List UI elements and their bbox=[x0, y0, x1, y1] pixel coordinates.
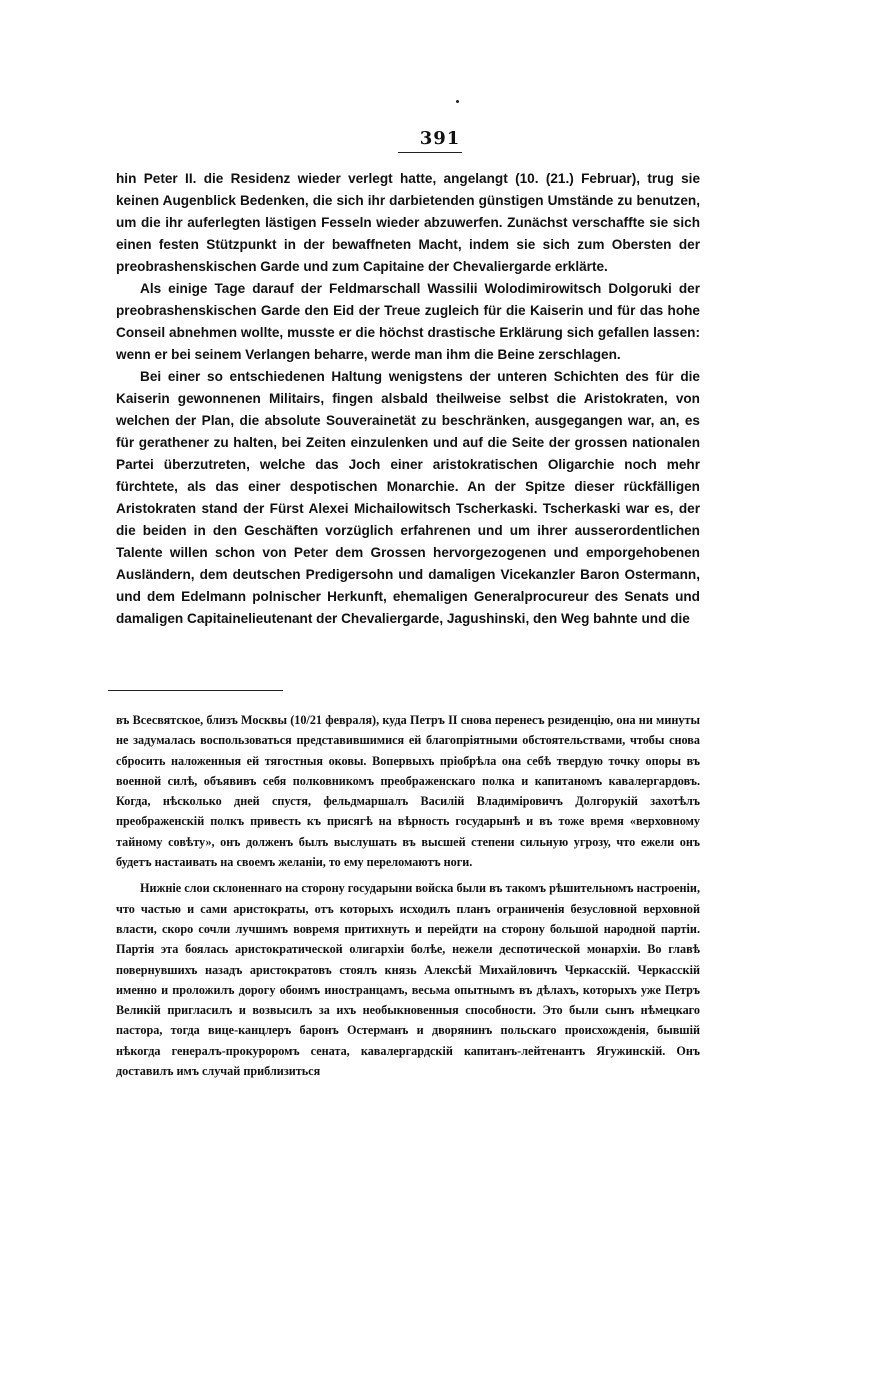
german-main-text bbox=[116, 168, 700, 630]
russian-paragraph-2: Нижніе слои склоненнаго на сторону государыни войска были въ такомъ рѣшительномъ настроеніи, что частью и сами аристократы, отъ которыхъ исходилъ планъ ограниченія безусловной верховной власти, скоро сочли лучшимъ вовремя притихнуть и перейдти на сторону большой народной партіи. Партія эта боялась аристократической олигархіи болѣе, нежели деспотической монархіи. Во главѣ повернувшихъ назадъ аристократовъ стоялъ князь Алексѣй Михайловичъ Черкасскій. Черкасскій именно и проложилъ дорогу обоимъ иностранцамъ, весьма опытнымъ въ дѣлахъ, которыхъ уже Петръ Великій пригласилъ и возвысилъ за ихъ необыкновенныя способности. Это были сынъ нѣмецкаго пастора, тогда вице-канцлеръ баронъ Остерманъ и дворянинъ польскаго происхожденія, бывшій нѣкогда генералъ-прокуроромъ сената, кавалергардскій капитанъ-лейтенантъ Ягужинскій. Онъ доставилъ имъ случай приблизиться bbox=[116, 881, 700, 1079]
footnote-divider bbox=[108, 690, 283, 691]
speck-mark bbox=[456, 100, 459, 103]
german-paragraph-3: Bei einer so entschiedenen Haltung wenigstens der unteren Schichten des für die Kaiserin gewonnenen Militairs, fingen alsbald theilweise selbst die Aristokraten, von welchen der Plan, die absolute Souverainetät zu beschränken, ausgegangen war, an, es für gerathener zu halten, bei Zeiten einzulenken und auf die Seite der grossen nationalen Partei überzutreten, welche das Joch einer aristokratischen Oligarchie noch mehr fürchtete, als das einer despotischen Monarchie. An der Spitze dieser rückfälligen Aristokraten stand der Fürst Alexei Michailowitsch Tscherkaski. Tscherkaski war es, der die beiden in den Geschäften vorzüglich erfahrenen und um ihrer ausserordentlichen Talente willen schon von Peter dem Grossen hervorgezogenen und emporgehobenen Ausländern, dem deutschen Predigersohn und damaligen Vicekanzler Baron Ostermann, und dem Edelmann polnischer Herkunft, ehemaligen Generalprocureur des Senats und damaligen Capitainelieutenant der Chevaliergarde, Jagushinski, den Weg bahnte und die bbox=[116, 369, 700, 626]
page-number: 391 bbox=[419, 128, 461, 149]
german-paragraph-2: Als einige Tage darauf der Feldmarschall Wassilii Wolodimirowitsch Dolgoruki der preobrashenskischen Garde den Eid der Treue zugleich für die Kaiserin und für das hohe Conseil abnehmen wollte, musste er die höchst drastische Erklärung sich gefallen lassen: wenn er bei seinem Verlangen beharre, werde man ihm die Beine zerschlagen. bbox=[116, 281, 700, 362]
header-rule bbox=[398, 152, 462, 153]
russian-paragraph-1: въ Всесвятское, близъ Москвы (10/21 февраля), куда Петръ II снова перенесъ резиденцію, она ни минуты не задумалась воспользоваться представившимися ей благопріятными обстоятельствами, чтобы снова сбросить наложенныя ей тягостныя оковы. Вопервыхъ пріобрѣла она себѣ твердую точку опоры въ военной силѣ, объявивъ себя полковникомъ преображенскаго полка и капитаномъ кавалергардовъ. Когда, нѣсколько дней спустя, фельдмаршалъ Василій Владиміровичъ Долгорукій захотѣлъ преображенскій полкъ привесть къ присягѣ на вѣрность государынѣ и въ тоже время «верховному тайному совѣту», онъ долженъ былъ выслушать въ высшей степени сильную угрозу, что ежели онъ будетъ настаивать на своемъ желаніи, то ему переломаютъ ноги. bbox=[116, 713, 700, 870]
german-paragraph-1: hin Peter II. die Residenz wieder verlegt hatte, angelangt (10. (21.) Februar), trug sie keinen Augenblick Bedenken, die sich ihr darbietenden günstigen Umstände zu benutzen, um die ihr auferlegten lästigen Fesseln wieder abzuwerfen. Zunächst verschaffte sie sich einen festen Stützpunkt in der bewaffneten Macht, indem sie sich zum Obersten der preobrashenskischen Garde und zum Capitaine der Chevaliergarde erklärte. bbox=[116, 171, 700, 274]
russian-translation-text bbox=[116, 710, 700, 1081]
